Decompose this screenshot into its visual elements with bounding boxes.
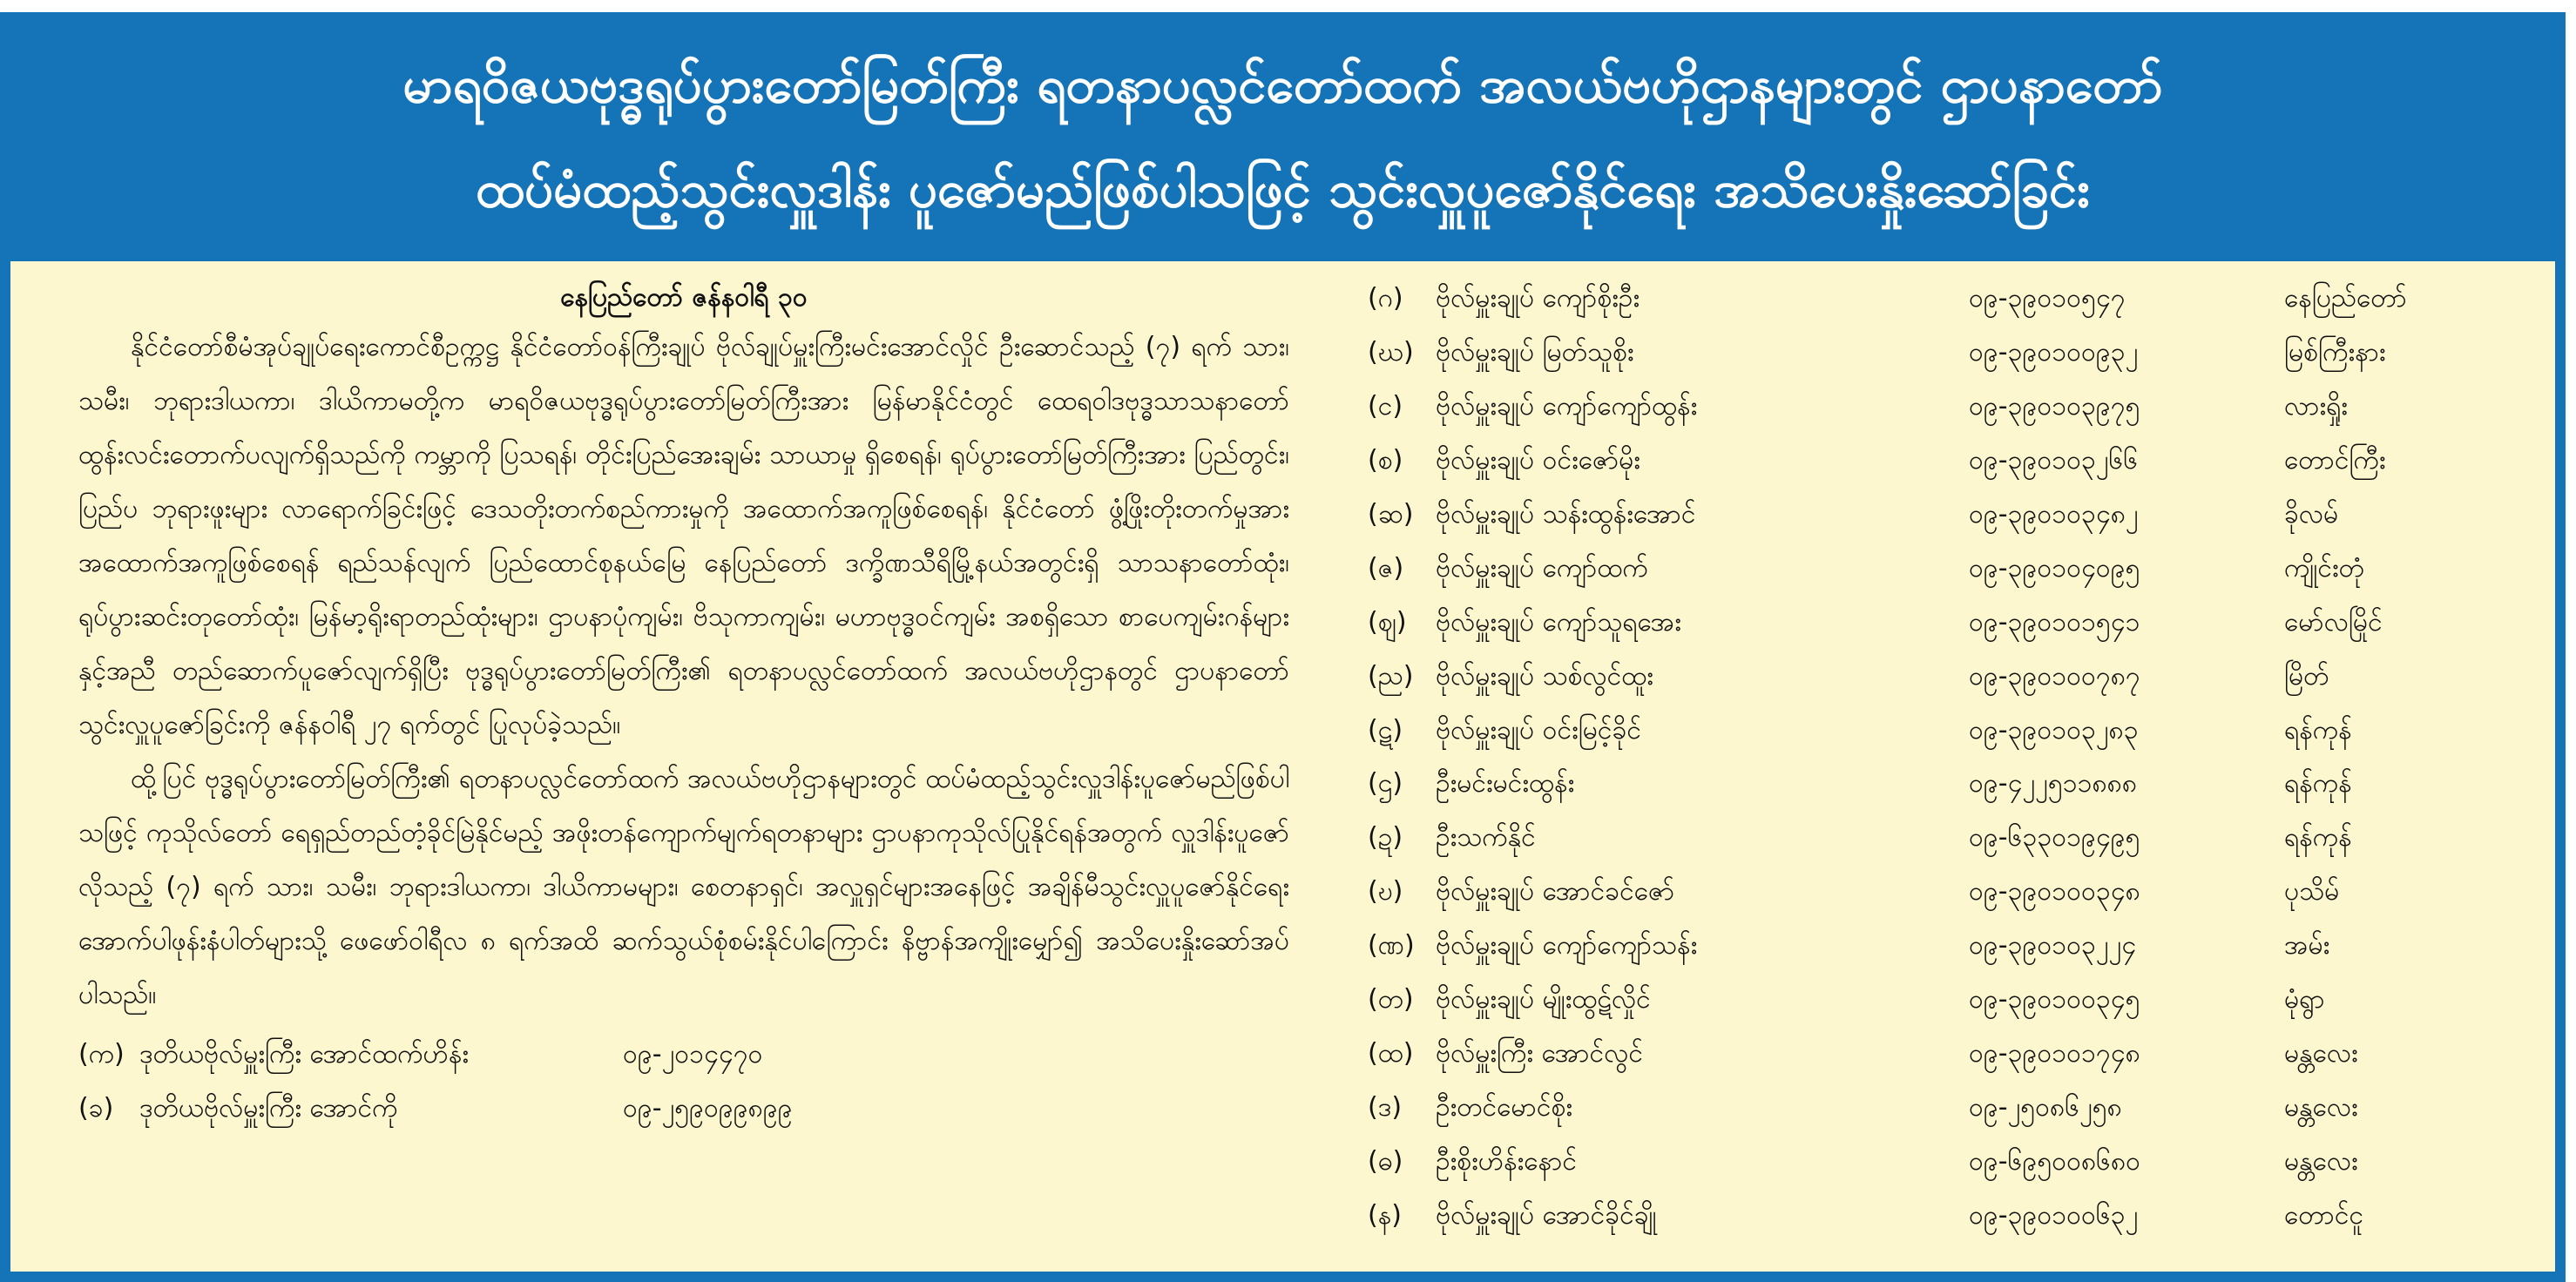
contact-directory: [1368, 273, 2535, 1244]
directory-marker: (ဆ): [1368, 499, 1414, 530]
directory-city: မော်လမြိုင်: [2284, 606, 2383, 638]
directory-city: ရန်ကုန်: [2284, 768, 2352, 800]
directory-phone: ၀၉-၃၉၀၁၀၀၆၃၂: [1969, 1199, 2139, 1231]
directory-phone: ၀၉-၃၉၀၁၀၃၉၇၅: [1969, 391, 2140, 422]
directory-row: [1368, 921, 2535, 975]
dateline: နေပြည်တော် ဇန်နဝါရီ ၃၀: [560, 282, 808, 313]
directory-row: [1368, 327, 2535, 381]
directory-row: [1368, 1136, 2535, 1190]
directory-marker: (တ): [1368, 984, 1414, 1015]
directory-marker: (ဇ): [1368, 552, 1404, 584]
directory-row: [1368, 1028, 2535, 1082]
directory-city: ခိုလမ်: [2284, 499, 2339, 530]
directory-row: [1368, 813, 2535, 867]
directory-marker: (ဍ): [1368, 822, 1403, 854]
directory-name: ဗိုလ်မှူးချုပ် သန်းထွန်းအောင်: [1436, 499, 1696, 530]
directory-name: ဗိုလ်မှူးချုပ် သစ်လွင်ထူး: [1436, 660, 1653, 692]
contact-row: [78, 1082, 1289, 1136]
directory-row: [1368, 975, 2535, 1029]
directory-name: ဦးတင်မောင်စိုး: [1436, 1091, 1573, 1123]
directory-city: လားရှိုး: [2284, 391, 2348, 422]
directory-name: ဗိုလ်မှူးချုပ် မြတ်သူစိုး: [1436, 337, 1634, 368]
contact-marker: (ခ): [78, 1093, 114, 1123]
directory-phone: ၀၉-၃၉၀၁၀၄၀၉၅: [1969, 552, 2140, 584]
directory-name: ဗိုလ်မှူးချုပ် အောင်ခင်ဇော်: [1436, 876, 1675, 908]
contact-name: ဒုတိယဗိုလ်မှူးကြီး အောင်ထက်ဟိန်း: [139, 1039, 470, 1069]
directory-city: မန္တလေး: [2284, 1145, 2358, 1177]
directory-row: [1368, 1082, 2535, 1136]
directory-marker: (ဓ): [1368, 1145, 1403, 1177]
directory-marker: (ဒ): [1368, 1091, 1403, 1123]
directory-phone: ၀၉-၃၉၀၁၀၃၂၈၃: [1969, 714, 2139, 746]
directory-marker: (ဌ): [1368, 768, 1403, 800]
primary-contacts: [78, 1028, 1289, 1136]
directory-phone: ၀၉-၆၃၃၀၁၉၄၉၅: [1969, 822, 2140, 854]
directory-name: ဗိုလ်မှူးချုပ် ကျော်သူရအေး: [1436, 606, 1681, 638]
directory-city: တောင်ကြီး: [2284, 445, 2386, 476]
directory-city: တောင်ငူ: [2284, 1199, 2364, 1231]
directory-phone: ၀၉-၃၉၀၁၀၀၃၄၈: [1969, 876, 2140, 908]
headline-line-2: ထပ်မံထည့်သွင်းလှူဒါန်း ပူဇော်မည်ဖြစ်ပါသဖြင့် သွင်းလှူပူဇော်နိုင်ရေး အသိပေးနှိုးဆော်ခြင်း: [476, 159, 2090, 219]
contact-phone: ၀၉-၂၅၉၀၉၉၈၉၉: [623, 1093, 793, 1123]
directory-phone: ၀၉-၃၉၀၁၀၁၇၄၈: [1969, 1037, 2140, 1069]
directory-name: ဦးမင်းမင်းထွန်း: [1436, 768, 1575, 800]
directory-row: [1368, 273, 2535, 327]
directory-row: [1368, 381, 2535, 435]
directory-city: နေပြည်တော်: [2284, 283, 2407, 314]
directory-city: မုံရွာ: [2284, 984, 2325, 1015]
directory-phone: ၀၉-၃၉၀၁၀၃၂၆၆: [1969, 445, 2139, 476]
directory-row: [1368, 867, 2535, 921]
directory-name: ဗိုလ်မှူးကြီး အောင်လွင်: [1436, 1037, 1643, 1069]
directory-marker: (ည): [1368, 660, 1414, 692]
content-panel: [10, 261, 2555, 1272]
directory-name: ဗိုလ်မှူးချုပ် မျိုးထွဋ်လှိုင်: [1436, 984, 1651, 1015]
directory-marker: (ဎ): [1368, 876, 1403, 908]
directory-phone: ၀၉-၃၉၀၁၀၀၃၄၅: [1969, 984, 2140, 1015]
directory-row: [1368, 759, 2535, 813]
directory-city: ပုသိမ်: [2284, 876, 2340, 908]
article-column: [78, 279, 1289, 1136]
directory-city: ရန်ကုန်: [2284, 822, 2352, 854]
directory-name: ဗိုလ်မှူးချုပ် ကျော်ထက်: [1436, 552, 1648, 584]
directory-name: ဦးစိုးဟိန်းနောင်: [1436, 1145, 1578, 1177]
directory-phone: ၀၉-၃၉၀၁၀၁၅၄၁: [1969, 606, 2140, 638]
directory-row: [1368, 597, 2535, 651]
directory-name: ဗိုလ်မှူးချုပ် ကျော်ကျော်ထွန်း: [1436, 391, 1698, 422]
directory-phone: ၀၉-၄၂၂၅၁၁၈၈၈: [1969, 768, 2137, 800]
directory-phone: ၀၉-၃၉၀၁၀၅၄၇: [1969, 283, 2126, 314]
directory-phone: ၀၉-၂၅၀၈၆၂၅၈: [1969, 1091, 2122, 1123]
directory-phone: ၀၉-၆၉၅၀၀၈၆၈၀: [1969, 1145, 2140, 1177]
article-paragraph-1: နိုင်ငံတော်စီမံအုပ်ချုပ်ရေးကောင်စီဥက္ကဋ္ဌ နိုင်ငံတော်ဝန်ကြီးချုပ် ဗိုလ်ချုပ်မှူးကြီးမင်းအောင်လှိုင် ဦးဆောင်သည့် (၇) ရက် သား၊ သမီး၊ ဘုရားဒါယကာ၊ ဒါယိကာမတို့က မာရဝိဇယဗုဒ္ဓရုပ်ပွားတော်မြတ်ကြီးအား မြန်မာနိုင်ငံတွင် ထေရဝါဒဗုဒ္ဓသာသနာတော် ထွန်းလင်းတောက်ပလျက်ရှိသည်ကို ကမ္ဘာကို ပြသရန်၊ တိုင်းပြည်အေးချမ်း သာယာမှု ရှိစေရန်၊ ရုပ်ပွားတော်မြတ်ကြီးအား ပြည်တွင်း၊ ပြည်ပ ဘုရားဖူးများ လာရောက်ခြင်းဖြင့် ဒေသတိုးတက်စည်ကားမှုကို အထောက်အကူဖြစ်စေရန်၊ နိုင်ငံတော် ဖွံ့ဖြိုးတိုးတက်မှုအား အထောက်အကူဖြစ်စေရန် ရည်သန်လျက် ပြည်ထောင်စုနယ်မြေ နေပြည်တော် ဒက္ခိဏသီရိမြို့နယ်အတွင်းရှိ သာသနာတော်ထုံး၊ ရုပ်ပွားဆင်းတုတော်ထုံး၊ မြန်မာ့ရိုးရာတည်ထုံးများ၊ ဌာပနာပုံကျမ်း၊ ဗိသုကာကျမ်း၊ မဟာဗုဒ္ဓဝင်ကျမ်း အစရှိသော စာပေကျမ်းဂန်များနှင့်အညီ တည်ဆောက်ပူဇော်လျက်ရှိပြီး ဗုဒ္ဓရုပ်ပွားတော်မြတ်ကြီး၏ ရတနာပလ္လင်တော်ထက် အလယ်ဗဟိုဌာနတွင် ဌာပနာတော် သွင်းလှူပူဇော်ခြင်းကို ဇန်နဝါရီ ၂၇ ရက်တွင် ပြုလုပ်ခဲ့သည်။: [78, 332, 1289, 740]
directory-marker: (ဋ): [1368, 714, 1403, 746]
directory-marker: (ဃ): [1368, 337, 1414, 368]
directory-phone: ၀၉-၃၉၀၁၀၃၂၂၄: [1969, 930, 2137, 962]
headline-line-1: မာရဝိဇယဗုဒ္ဓရုပ်ပွားတော်မြတ်ကြီး ရတနာပလ္လင်တော်ထက် အလယ်ဗဟိုဌာနများတွင် ဌာပနာတော်: [402, 54, 2163, 114]
directory-marker: (ဏ): [1368, 930, 1415, 962]
directory-name: ဗိုလ်မှူးချုပ် အောင်ခိုင်ချို: [1436, 1199, 1657, 1231]
directory-marker: (စ): [1368, 445, 1403, 476]
directory-name: ဗိုလ်မှူးချုပ် ကျော်ကျော်သန်း: [1436, 930, 1698, 962]
directory-name: ဗိုလ်မှူးချုပ် ကျော်စိုးဦး: [1436, 283, 1640, 314]
contact-phone: ၀၉-၂၀၁၄၄၇၀: [623, 1039, 763, 1069]
contact-name: ဒုတိယဗိုလ်မှူးကြီး အောင်ကို: [139, 1093, 398, 1123]
directory-row: [1368, 651, 2535, 705]
directory-row: [1368, 435, 2535, 489]
directory-name: ဦးသက်နိုင်: [1436, 822, 1536, 854]
directory-phone: ၀၉-၃၉၀၁၀၀၇၈၇: [1969, 660, 2140, 692]
announcement-header: [0, 12, 2566, 260]
contact-row: [78, 1028, 1289, 1082]
article-paragraph-2: ထို့ပြင် ဗုဒ္ဓရုပ်ပွားတော်မြတ်ကြီး၏ ရတနာပလ္လင်တော်ထက် အလယ်ဗဟိုဌာနများတွင် ထပ်မံထည့်သွင်းလှူဒါန်းပူဇော်မည်ဖြစ်ပါသဖြင့် ကုသိုလ်တော် ရေရှည်တည်တံ့ခိုင်မြဲနိုင်မည့် အဖိုးတန်ကျောက်မျက်ရတနာများ ဌာပနာကုသိုလ်ပြုနိုင်ရန်အတွက် လှူဒါန်းပူဇော်လိုသည့် (၇) ရက် သား၊ သမီး၊ ဘုရားဒါယကာ၊ ဒါယိကာမများ၊ စေတနာရှင်၊ အလှူရှင်များအနေဖြင့် အချိန်မီသွင်းလှူပူဇော်နိုင်ရေး အောက်ပါဖုန်းနံပါတ်များသို့ ဖေဖော်ဝါရီလ ၈ ရက်အထိ ဆက်သွယ်စုံစမ်းနိုင်ပါကြောင်း နိဗ္ဗာန်အကျိုးမျှော်၍ အသိပေးနှိုးဆော်အပ်ပါသည်။: [78, 764, 1289, 1010]
directory-phone: ၀၉-၃၉၀၁၀၀၉၃၂: [1969, 337, 2139, 368]
directory-city: ကျိုင်းတုံ: [2284, 552, 2364, 584]
directory-row: [1368, 543, 2535, 597]
directory-city: မြစ်ကြီးနား: [2284, 337, 2386, 368]
directory-city: မန္တလေး: [2284, 1091, 2358, 1123]
directory-city: အမ်း: [2284, 930, 2330, 962]
directory-city: မန္တလေး: [2284, 1037, 2358, 1069]
directory-name: ဗိုလ်မှူးချုပ် ဝင်းမြင့်ခိုင်: [1436, 714, 1642, 746]
directory-row: [1368, 1190, 2535, 1244]
directory-marker: (န): [1368, 1199, 1402, 1231]
directory-city: ရန်ကုန်: [2284, 714, 2352, 746]
directory-marker: (င): [1368, 391, 1403, 422]
directory-marker: (ဈ): [1368, 606, 1407, 638]
directory-marker: (ထ): [1368, 1037, 1414, 1069]
directory-row: [1368, 489, 2535, 543]
directory-name: ဗိုလ်မှူးချုပ် ဝင်းဇော်မိုး: [1436, 445, 1640, 476]
directory-marker: (ဂ): [1368, 283, 1403, 314]
directory-row: [1368, 705, 2535, 759]
contact-marker: (က): [78, 1039, 125, 1069]
directory-city: မြိတ်: [2284, 660, 2329, 692]
directory-phone: ၀၉-၃၉၀၁၀၃၄၈၂: [1969, 499, 2139, 530]
